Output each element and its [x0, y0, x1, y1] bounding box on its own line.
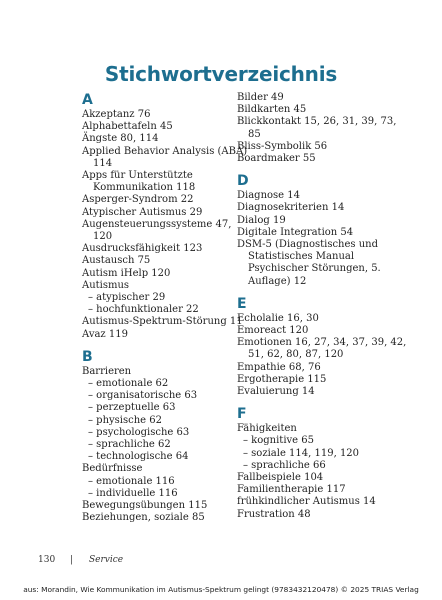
index-subentry: – kognitive 65	[243, 435, 314, 447]
index-entry: Beziehungen, soziale 85	[82, 512, 205, 524]
index-entry: Blickkontakt 15, 26, 31, 39, 73,	[237, 116, 397, 128]
index-entry: Akzeptanz 76	[82, 109, 151, 120]
index-entry: Evaluierung 14	[237, 386, 315, 398]
index-subentry: – sprachliche 66	[243, 459, 326, 471]
index-entry: Fähigkeiten	[237, 423, 297, 435]
index-entry: Augensteuerungssysteme 47,	[82, 218, 232, 230]
index-entry-continuation: Auflage) 12	[248, 275, 307, 287]
source-attribution: aus: Morandin, Wie Kommunikation im Autismus-Spektrum gelingt (9783432120478) © 2025 TRIAS Verlag	[23, 585, 419, 594]
page-number: 130	[38, 555, 56, 565]
section-letter: B	[82, 348, 93, 365]
index-entry: Asperger-Syndrom 22	[82, 194, 194, 206]
footer-section-label: Service	[89, 555, 124, 565]
index-entry: Bliss-Symbolik 56	[237, 140, 328, 152]
index-entry: Austausch 75	[82, 255, 151, 267]
index-entry: Autismus-Spektrum-Störung 11	[82, 316, 243, 328]
index-entry-continuation: Kommunikation 118	[93, 182, 196, 194]
index-entry: DSM-5 (Diagnostisches und	[237, 239, 379, 251]
index-subentry: – technologische 64	[88, 451, 189, 463]
index-entry-continuation: 85	[248, 128, 261, 140]
index-subentry: – emotionale 62	[88, 378, 169, 390]
index-entry: Diagnose 14	[237, 190, 300, 202]
section-letter: F	[237, 406, 247, 423]
index-entry: Applied Behavior Analysis (ABA)	[82, 145, 248, 157]
footer-separator: |	[70, 555, 74, 565]
index-entry-continuation: Statistisches Manual	[248, 251, 355, 263]
index-entry: Emoreact 120	[237, 325, 309, 337]
index-entry: Echolalie 16, 30	[237, 312, 319, 324]
index-entry: Atypischer Autismus 29	[82, 206, 203, 218]
index-entry: frühkindlicher Autismus 14	[237, 496, 376, 508]
index-entry: Apps für Unterstützte	[82, 170, 193, 182]
index-subentry: – individuelle 116	[88, 487, 178, 499]
index-entry-continuation: 114	[93, 157, 113, 169]
index-entry: Ängste 80, 114	[82, 133, 159, 145]
index-entry: Bedürfnisse	[82, 463, 143, 475]
index-subentry: – atypischer 29	[88, 292, 166, 304]
index-entry: Bewegungsübungen 115	[82, 500, 208, 512]
index-entry: Emotionen 16, 27, 34, 37, 39, 42,	[237, 337, 407, 349]
index-subentry: – physische 62	[88, 414, 162, 426]
index-entry-continuation: 51, 62, 80, 87, 120	[248, 349, 344, 361]
section-letter: A	[82, 92, 93, 108]
index-column-left	[82, 92, 248, 525]
index-entry: Avaz 119	[82, 328, 128, 340]
section-letter: D	[237, 173, 249, 190]
index-entry: Empathie 68, 76	[237, 361, 321, 373]
index-entry: Alphabettafeln 45	[82, 121, 173, 133]
index-subentry: – emotionale 116	[88, 475, 175, 487]
index-entry: Digitale Integration 54	[237, 226, 354, 238]
index-entry: Diagnosekriterien 14	[237, 202, 345, 214]
index-entry: Autismus	[82, 279, 130, 291]
index-entry: Fallbeispiele 104	[237, 472, 324, 484]
index-subentry: – organisatorische 63	[88, 390, 198, 402]
index-entry: Barrieren	[82, 365, 132, 377]
index-subentry: – soziale 114, 119, 120	[243, 447, 360, 459]
index-entry: Frustration 48	[237, 508, 311, 520]
index-subentry: – perzeptuelle 63	[88, 402, 176, 414]
index-entry: Autism iHelp 120	[82, 267, 171, 279]
index-subentry: – hochfunktionaler 22	[88, 304, 199, 316]
index-entry: Bildkarten 45	[237, 104, 307, 116]
index-entry-continuation: 120	[93, 231, 113, 243]
index-subentry: – psychologische 63	[88, 426, 190, 438]
index-column-right	[237, 92, 407, 521]
section-letter: E	[237, 295, 247, 312]
page-title: Stichwortverzeichnis	[104, 62, 338, 86]
index-entry: Bilder 49	[237, 92, 284, 103]
index-entry: Familientherapie 117	[237, 484, 346, 496]
index-entry-continuation: Psychischer Störungen, 5.	[248, 263, 381, 275]
index-subentry: – sprachliche 62	[88, 439, 171, 451]
index-entry: Dialog 19	[237, 214, 286, 226]
index-entry: Ergotherapie 115	[237, 373, 327, 385]
index-entry: Boardmaker 55	[237, 153, 316, 165]
index-entry: Ausdrucksfähigkeit 123	[82, 243, 203, 255]
